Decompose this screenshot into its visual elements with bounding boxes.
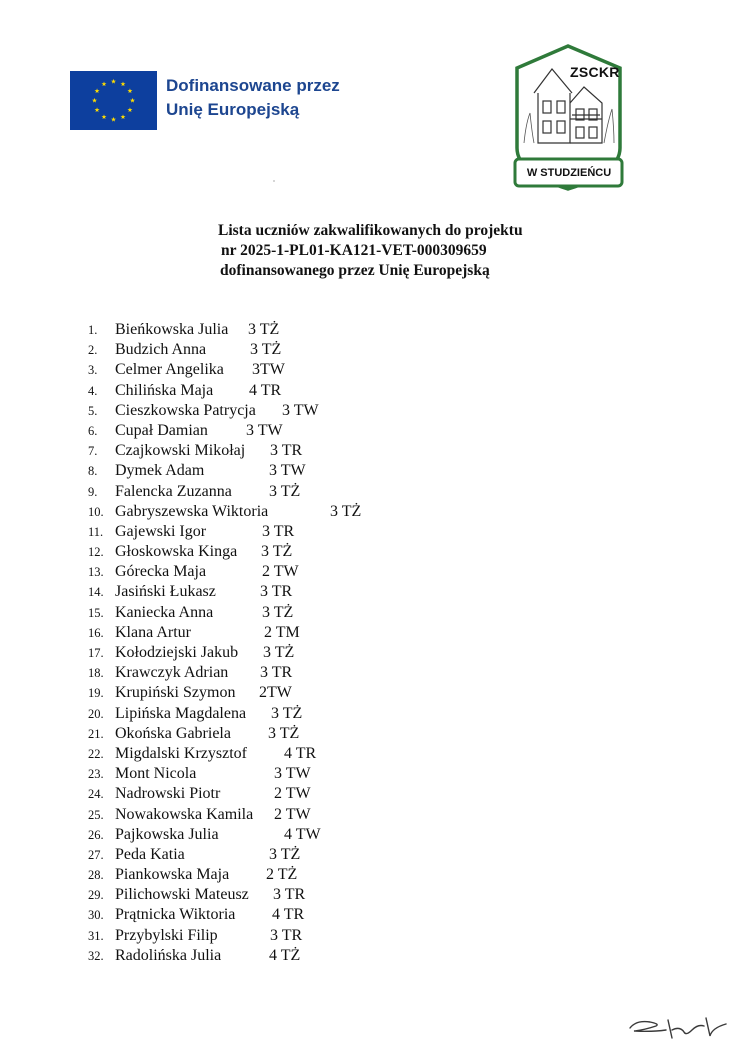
list-item-number: 3. xyxy=(88,363,98,378)
list-item-number: 4. xyxy=(88,383,98,398)
list-item-number: 6. xyxy=(88,423,98,438)
student-class: 2 TW xyxy=(274,805,311,823)
heading-line-2: nr 2025-1-PL01-KA121-VET-000309659 xyxy=(221,242,487,259)
student-class: 2 TŻ xyxy=(266,866,298,884)
student-class: 3 TR xyxy=(260,583,293,601)
list-item-number: 9. xyxy=(88,484,98,499)
list-item-number: 21. xyxy=(88,726,104,741)
student-class: 3 TR xyxy=(260,664,293,682)
student-name: Falencka Zuzanna xyxy=(115,482,232,500)
student-name: Radolińska Julia xyxy=(115,946,222,964)
student-name: Budzich Anna xyxy=(115,341,207,359)
student-name: Gabryszewska Wiktoria xyxy=(115,502,269,520)
student-class: 4 TR xyxy=(272,906,305,924)
student-class: 4 TR xyxy=(284,744,317,762)
school-emblem-top-text: ZSCKR xyxy=(570,64,620,80)
student-class: 2 TM xyxy=(264,623,300,641)
list-item-number: 5. xyxy=(88,403,98,418)
student-name: Celmer Angelika xyxy=(115,361,224,379)
list-item-number: 7. xyxy=(88,444,98,459)
student-class: 3 TŻ xyxy=(268,724,300,742)
student-name: Bieńkowska Julia xyxy=(115,321,229,338)
eu-funding-label xyxy=(166,74,340,122)
student-name: Chilińska Maja xyxy=(115,381,214,399)
list-item-number: 15. xyxy=(88,605,104,620)
eu-funding-line1: Dofinansowane przez xyxy=(166,76,340,95)
student-name: Przybylski Filip xyxy=(115,926,218,944)
list-item-number: 28. xyxy=(88,868,104,883)
student-class: 3 TW xyxy=(269,462,306,480)
student-name: Piankowska Maja xyxy=(115,866,230,884)
list-item-number: 24. xyxy=(88,787,104,802)
student-name: Krupiński Szymon xyxy=(115,684,236,702)
student-name: Prątnicka Wiktoria xyxy=(115,906,236,924)
list-item-number: 29. xyxy=(88,888,104,903)
student-name: Czajkowski Mikołaj xyxy=(115,442,246,460)
list-item-number: 19. xyxy=(88,686,104,701)
document-heading xyxy=(218,221,523,281)
student-name: Okońska Gabriela xyxy=(115,724,231,742)
student-name: Nowakowska Kamila xyxy=(115,805,254,823)
student-name: Kołodziejski Jakub xyxy=(115,644,239,661)
student-class: 4 TŻ xyxy=(269,946,301,964)
eu-funding-line2: Unię Europejską xyxy=(166,100,300,119)
eu-flag-icon xyxy=(70,71,157,130)
student-class: 3 TR xyxy=(270,442,303,460)
student-name: Krawczyk Adrian xyxy=(115,664,229,682)
student-name: Głoskowska Kinga xyxy=(115,543,238,561)
list-item-number: 27. xyxy=(88,847,104,862)
list-item-number: 10. xyxy=(88,504,104,519)
student-class: 3 TW xyxy=(282,401,319,419)
list-item-number: 32. xyxy=(88,948,104,963)
student-name: Klana Artur xyxy=(115,623,191,641)
student-class: 3 TŻ xyxy=(269,845,301,863)
student-class: 3 TŻ xyxy=(330,502,362,520)
list-item-number: 13. xyxy=(88,565,104,580)
list-item-number: 22. xyxy=(88,746,104,761)
student-name: Migdalski Krzysztof xyxy=(115,744,247,762)
list-item-number: 8. xyxy=(88,464,98,479)
list-item-number: 2. xyxy=(88,343,98,358)
list-item-number: 20. xyxy=(88,706,104,721)
student-class: 3 TŻ xyxy=(248,321,280,338)
list-item-number: 30. xyxy=(88,908,104,923)
student-name: Cupał Damian xyxy=(115,421,208,439)
school-emblem-bottom-text: W STUDZIEŃCU xyxy=(526,167,612,179)
student-class: 3 TŻ xyxy=(250,341,282,359)
student-name: Peda Katia xyxy=(115,845,185,863)
heading-line-3: dofinansowanego przez Unię Europejską xyxy=(220,262,490,279)
list-item-number: 16. xyxy=(88,625,104,640)
student-class: 4 TW xyxy=(284,825,321,843)
list-item-number: 14. xyxy=(88,585,104,600)
list-item-number: 1. xyxy=(88,323,98,337)
list-item-number: 23. xyxy=(88,767,104,782)
heading-line-1: Lista uczniów zakwalifikowanych do projektu xyxy=(218,222,523,239)
student-class: 3TW xyxy=(252,361,285,379)
student-class: 3 TW xyxy=(274,765,311,783)
handwritten-signature xyxy=(626,1012,736,1042)
student-class: 3 TW xyxy=(246,421,283,439)
student-class: 3 TŻ xyxy=(263,644,295,661)
student-class: 2 TW xyxy=(262,563,299,581)
student-name: Jasiński Łukasz xyxy=(115,583,216,601)
student-class: 2 TW xyxy=(274,785,311,803)
student-name: Nadrowski Piotr xyxy=(115,785,221,803)
student-name: Pilichowski Mateusz xyxy=(115,886,249,904)
list-item-number: 18. xyxy=(88,666,104,681)
student-class: 3 TŻ xyxy=(262,603,294,621)
scan-speck xyxy=(273,180,275,182)
student-class: 2TW xyxy=(259,684,292,702)
list-item-number: 11. xyxy=(88,524,104,539)
student-name: Cieszkowska Patrycja xyxy=(115,401,256,419)
student-class: 3 TŻ xyxy=(269,482,301,500)
student-name: Mont Nicola xyxy=(115,765,197,783)
list-item-number: 26. xyxy=(88,827,104,842)
student-name: Dymek Adam xyxy=(115,462,205,480)
student-name: Lipińska Magdalena xyxy=(115,704,247,722)
student-class: 3 TR xyxy=(273,886,306,904)
student-class: 3 TR xyxy=(262,522,295,540)
student-class: 4 TR xyxy=(249,381,282,399)
student-class: 3 TR xyxy=(270,926,303,944)
student-name: Górecka Maja xyxy=(115,563,207,581)
student-name: Pajkowska Julia xyxy=(115,825,219,843)
list-item-number: 25. xyxy=(88,807,104,822)
list-item-number: 12. xyxy=(88,545,104,560)
list-item-number: 31. xyxy=(88,928,104,943)
student-name: Gajewski Igor xyxy=(115,522,207,540)
student-class: 3 TŻ xyxy=(271,704,303,722)
student-class: 3 TŻ xyxy=(261,543,293,561)
list-item-number: 17. xyxy=(88,646,104,660)
student-name: Kaniecka Anna xyxy=(115,603,214,621)
